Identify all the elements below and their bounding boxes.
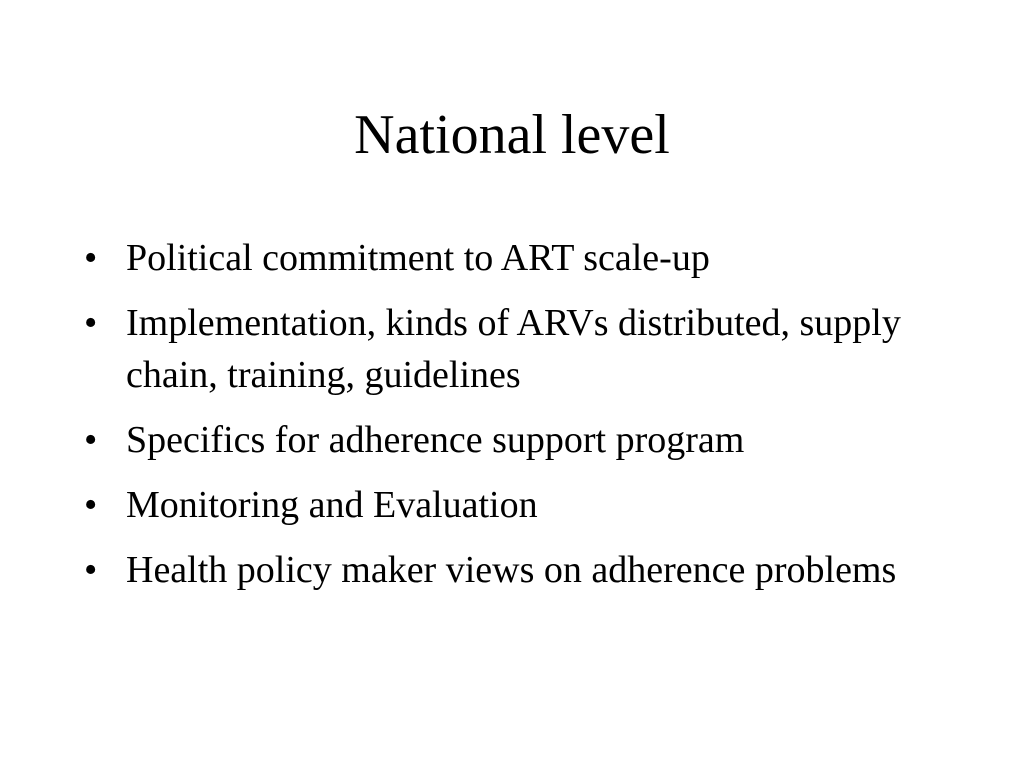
bullet-text: Health policy maker views on adherence problems xyxy=(126,549,897,591)
bullet-icon: • xyxy=(84,302,98,344)
bullet-item xyxy=(84,544,964,596)
bullet-icon: • xyxy=(84,419,98,461)
bullet-icon: • xyxy=(84,484,98,526)
bullet-item xyxy=(84,297,964,401)
bullet-icon: • xyxy=(84,549,98,591)
bullet-item xyxy=(84,479,964,531)
bullet-text: Political commitment to ART scale-up xyxy=(126,237,710,279)
slide-title: National level xyxy=(354,104,670,166)
bullet-text: Specifics for adherence support program xyxy=(126,419,745,461)
bullet-text: Implementation, kinds of ARVs distributed, supply chain, training, guidelines xyxy=(126,302,901,396)
bullet-list xyxy=(84,232,964,609)
bullet-icon: • xyxy=(84,237,98,279)
bullet-text: Monitoring and Evaluation xyxy=(126,484,538,526)
bullet-item xyxy=(84,232,964,284)
bullet-item xyxy=(84,414,964,466)
